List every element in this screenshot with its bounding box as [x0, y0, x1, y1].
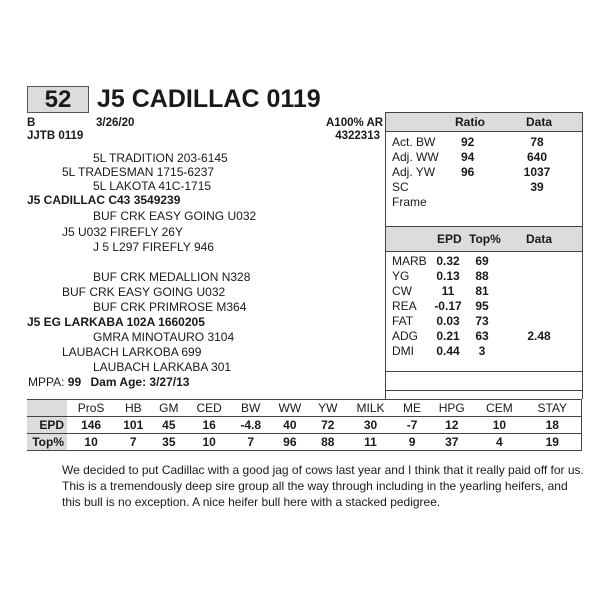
ratio-table	[385, 112, 583, 227]
data-header: Data	[526, 115, 553, 129]
birth-date: 3/26/20	[96, 117, 135, 129]
epd-table-top-row: Top% 10 7 35 10 7 96 88 11 9 37 4 19	[27, 434, 582, 451]
sex: B	[27, 117, 36, 129]
pedigree-sire-dam: J5 U032 FIREFLY 26Y	[62, 225, 183, 239]
epd-table-header-row: ProS HB GM CED BW WW YW MILK ME HPG CEM STAY	[27, 400, 582, 417]
pedigree-dam-sire-sire: BUF CRK MEDALLION N328	[93, 270, 251, 284]
tattoo: JJTB 0119	[27, 130, 84, 142]
carcass-row: MARB 0.32 69	[392, 254, 489, 268]
pedigree-sire-sire-dam: 5L LAKOTA 41C-1715	[93, 179, 212, 193]
ratio-row: Frame	[392, 195, 427, 209]
pedigree-dam: J5 EG LARKABA 102A 1660205	[27, 315, 205, 329]
carcass-row: DMI 0.44 3	[392, 344, 486, 358]
comment-line: We decided to put Cadillac with a good jag of cows last year and I think that it really paid off for us.	[62, 463, 584, 477]
comment-line: this bull is no exception. A nice heifer bull here with a stacked pedigree.	[62, 495, 441, 509]
pedigree-dam-dam-dam: LAUBACH LARKABA 301	[93, 360, 232, 374]
epd-table-epd-row: EPD 146 101 45 16 -4.8 40 72 30 -7 12 10 18	[27, 417, 582, 434]
ratio-row: Adj. WW 94 640	[392, 150, 548, 164]
mppa	[28, 375, 189, 390]
dam-age-value: 3/27/13	[149, 375, 190, 389]
carcass-row: ADG 0.21 63 2.48	[392, 329, 551, 343]
epd-header: EPD	[437, 232, 462, 246]
registration-number: 4322313	[335, 130, 380, 142]
ratio-row: SC 39	[392, 180, 544, 194]
carcass-row: REA -0.17 95	[392, 299, 489, 313]
mppa-value: 99	[67, 375, 82, 389]
empty-box	[385, 371, 583, 391]
comments	[62, 462, 584, 510]
mppa-label: MPPA:	[28, 375, 65, 389]
carcass-table-header	[386, 227, 582, 252]
pedigree-dam-dam: LAUBACH LARKOBA 699	[62, 345, 202, 359]
connector	[385, 391, 583, 399]
pedigree-sire-dam-dam: J 5 L297 FIREFLY 946	[93, 240, 214, 254]
breed: A100% AR	[326, 117, 384, 129]
pedigree-dam-sire-dam: BUF CRK PRIMROSE M364	[93, 300, 247, 314]
pedigree-sire-sire-sire: 5L TRADITION 203-6145	[93, 151, 228, 165]
data-header: Data	[526, 232, 553, 246]
carcass-row: YG 0.13 88	[392, 269, 489, 283]
carcass-epd-table	[385, 226, 583, 372]
carcass-row: CW 11 81	[392, 284, 489, 298]
top-pct-header: Top%	[469, 232, 501, 246]
ratio-row: Adj. YW 96 1037	[392, 165, 551, 179]
lot-number: 52	[27, 86, 89, 113]
comment-line: This is a tremendously deep sire group all the way through including in the yearling heifers, and	[62, 479, 568, 493]
dam-age-label: Dam Age:	[90, 375, 147, 389]
pedigree-sire-sire: 5L TRADESMAN 1715-6237	[62, 165, 215, 179]
pedigree-sire: J5 CADILLAC C43 3549239	[27, 193, 181, 207]
pedigree-dam-dam-sire: GMRA MINOTAURO 3104	[93, 330, 235, 344]
pedigree-sire-dam-sire: BUF CRK EASY GOING U032	[93, 209, 257, 223]
pedigree-dam-sire: BUF CRK EASY GOING U032	[62, 285, 226, 299]
ratio-table-header	[386, 113, 582, 132]
epd-table	[27, 399, 582, 451]
animal-name: J5 CADILLAC 0119	[97, 85, 321, 113]
ratio-row: Act. BW 92 78	[392, 135, 544, 149]
ratio-header: Ratio	[455, 115, 485, 129]
carcass-row: FAT 0.03 73	[392, 314, 489, 328]
